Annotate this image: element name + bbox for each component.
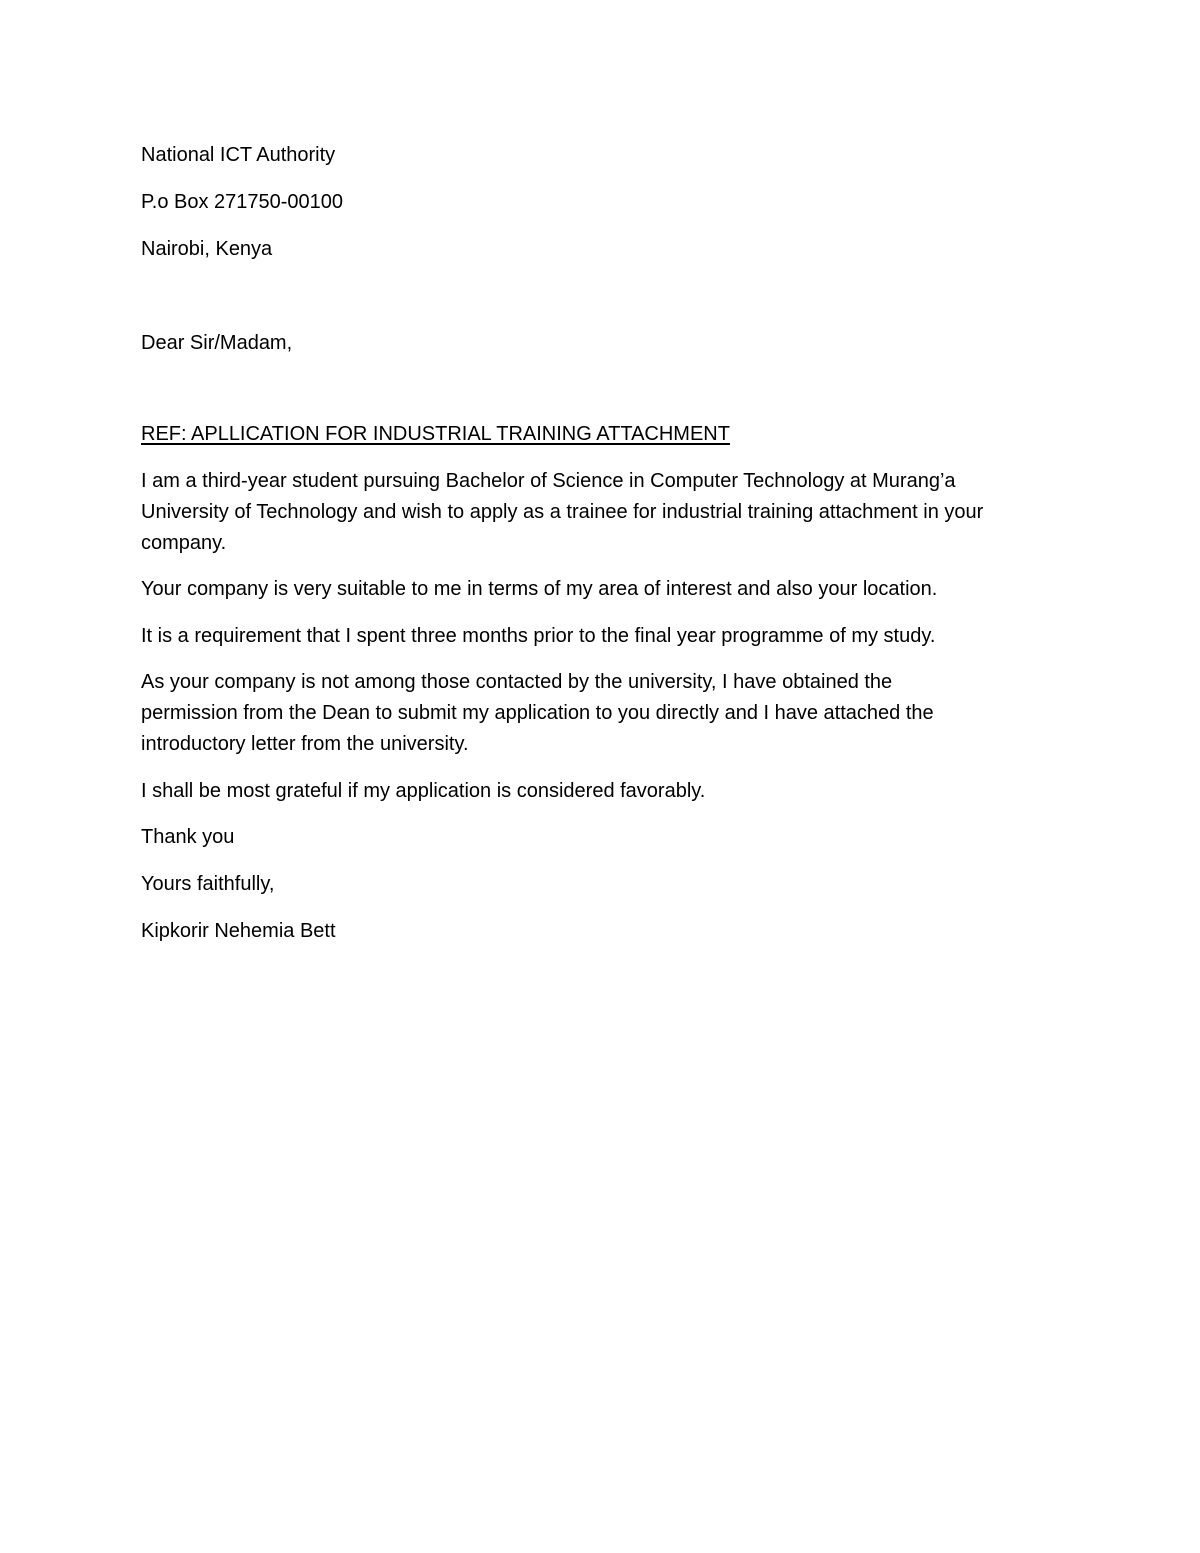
salutation: Dear Sir/Madam, xyxy=(141,332,293,354)
body-paragraph-2: Your company is very suitable to me in terms of my area of interest and also your location. xyxy=(141,578,938,600)
recipient-organization: National ICT Authority xyxy=(141,144,336,166)
body-paragraph-3: It is a requirement that I spent three months prior to the final year programme of my study. xyxy=(141,625,936,647)
closing-thanks: Thank you xyxy=(141,826,235,848)
body-paragraph-4-line-2: permission from the Dean to submit my application to you directly and I have attached the xyxy=(141,702,934,724)
recipient-po-box: P.o Box 271750-00100 xyxy=(141,191,344,213)
closing-sign-off: Yours faithfully, xyxy=(141,873,275,895)
body-paragraph-1-line-2: University of Technology and wish to apply as a trainee for industrial training attachment in your xyxy=(141,501,984,523)
reference-heading: REF: APLLICATION FOR INDUSTRIAL TRAINING ATTACHMENT xyxy=(141,423,730,445)
recipient-city: Nairobi, Kenya xyxy=(141,238,273,260)
body-paragraph-1-line-1: I am a third-year student pursuing Bachelor of Science in Computer Technology at Murang’a xyxy=(141,470,956,492)
body-paragraph-4-line-3: introductory letter from the university. xyxy=(141,733,469,755)
body-paragraph-4-line-1: As your company is not among those contacted by the university, I have obtained the xyxy=(141,671,893,693)
body-paragraph-5: I shall be most grateful if my application is considered favorably. xyxy=(141,780,706,802)
body-paragraph-1-line-3: company. xyxy=(141,532,227,554)
signature-name: Kipkorir Nehemia Bett xyxy=(141,920,336,942)
